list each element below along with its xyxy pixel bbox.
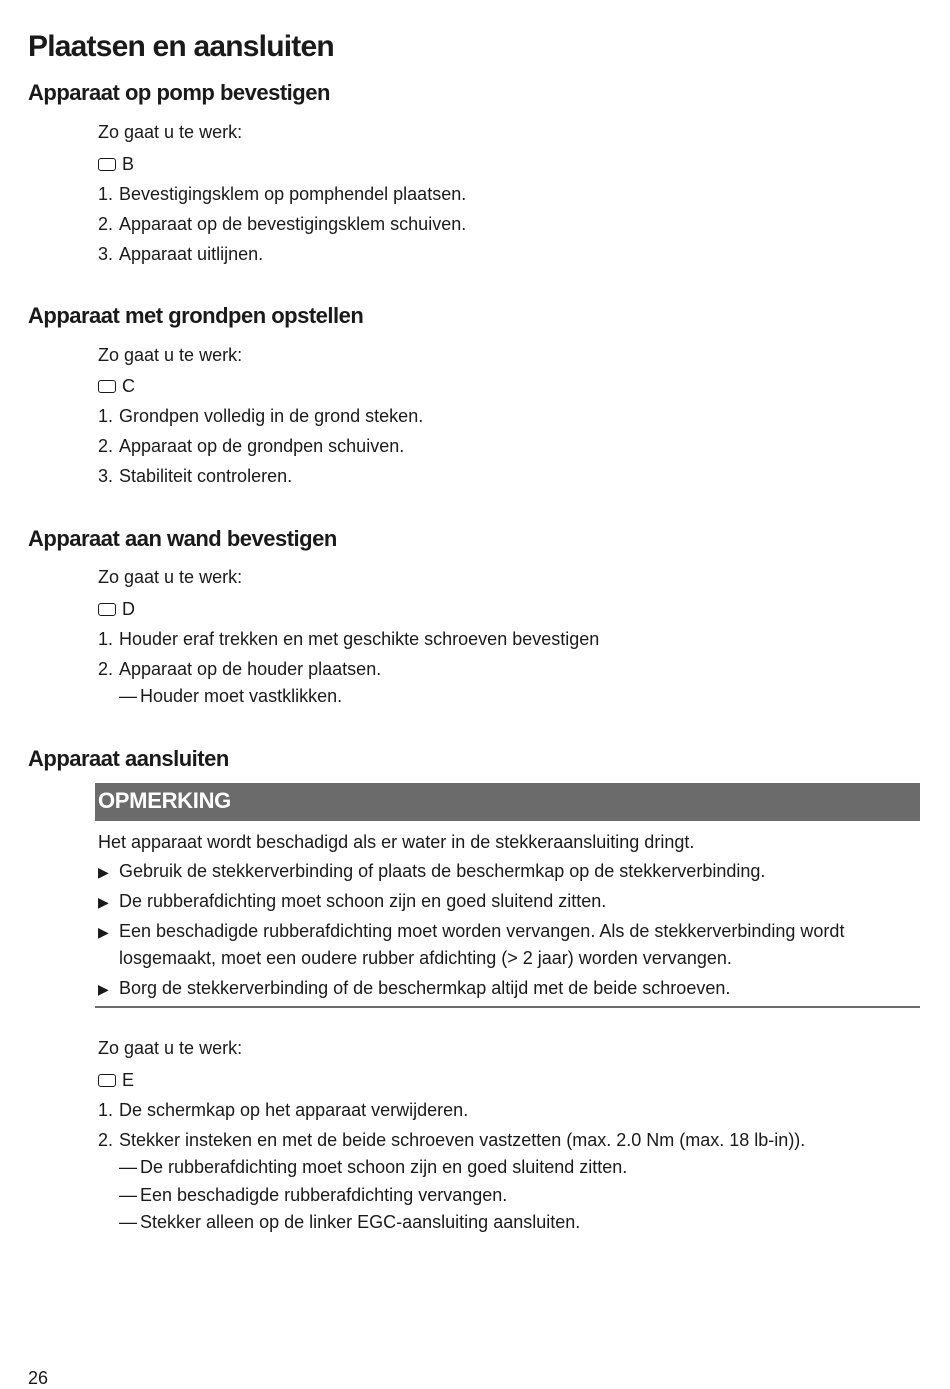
step: 2. Apparaat op de houder plaatsen. [98, 659, 382, 679]
result-item: — Een beschadigde rubberafdichting vervangen. [119, 1185, 508, 1205]
section-heading: Apparaat met grondpen opstellen [28, 303, 364, 328]
section-heading: Apparaat op pomp bevestigen [28, 80, 330, 105]
result-item: — De rubberafdichting moet schoon zijn en goed sluitend zitten. [119, 1157, 628, 1177]
step: 1. De schermkap op het apparaat verwijderen. [98, 1100, 469, 1120]
bullet-icon: ▶ [98, 894, 109, 910]
bullet-icon: ▶ [98, 864, 109, 880]
bullet-icon: ▶ [98, 924, 109, 940]
notice-bullet: ▶ Borg de stekkerverbinding of de beschermkap altijd met de beide schroeven. [98, 976, 730, 1001]
section-heading: Apparaat aan wand bevestigen [28, 526, 337, 551]
section-heading: Apparaat aansluiten [28, 746, 229, 771]
step: 2. Stekker insteken en met de beide schroeven vastzetten (max. 2.0 Nm (max. 18 lb-in)). [98, 1130, 806, 1150]
intro-text: Zo gaat u te werk: [98, 122, 243, 142]
figure-icon [98, 1074, 116, 1087]
notice-bullet: ▶ De rubberafdichting moet schoon zijn en goed sluitend zitten. [98, 889, 606, 914]
notice-bullet: ▶ Gebruik de stekkerverbinding of plaats de beschermkap op de stekkerverbinding. [98, 859, 765, 884]
intro-text: Zo gaat u te werk: [98, 345, 243, 365]
notice-bottom-rule [95, 1006, 920, 1008]
result-item: — Stekker alleen op de linker EGC-aansluiting aansluiten. [119, 1212, 581, 1232]
notice-bullet-continuation: losgemaakt, moet een oudere rubber afdichting (> 2 jaar) worden vervangen. [119, 948, 732, 968]
figure-reference [98, 597, 135, 621]
figure-label: B [122, 154, 135, 174]
page-number: 26 [28, 1368, 49, 1388]
figure-reference [98, 152, 134, 176]
step: 1. Houder eraf trekken en met geschikte schroeven bevestigen [98, 629, 600, 649]
intro-text: Zo gaat u te werk: [98, 1038, 243, 1058]
bullet-icon: ▶ [98, 981, 109, 997]
notice-bullet: ▶ Een beschadigde rubberafdichting moet worden vervangen. Als de stekkerverbinding wordt [98, 919, 844, 944]
figure-icon [98, 603, 116, 616]
notice-text: Het apparaat wordt beschadigd als er water in de stekkeraansluiting dringt. [98, 832, 695, 852]
page-title: Plaatsen en aansluiten [28, 30, 334, 63]
step: 3. Stabiliteit controleren. [98, 466, 293, 486]
figure-reference [98, 374, 135, 398]
figure-icon [98, 158, 116, 171]
result-item: — Houder moet vastklikken. [119, 686, 343, 706]
figure-icon [98, 380, 116, 393]
figure-label: C [122, 376, 135, 396]
step: 2. Apparaat op de bevestigingsklem schuiven. [98, 214, 467, 234]
step: 3. Apparaat uitlijnen. [98, 244, 264, 264]
step: 1. Grondpen volledig in de grond steken. [98, 406, 424, 426]
step: 2. Apparaat op de grondpen schuiven. [98, 436, 405, 456]
figure-label: E [122, 1070, 135, 1090]
step: 1. Bevestigingsklem op pomphendel plaatsen. [98, 184, 467, 204]
figure-label: D [122, 599, 135, 619]
intro-text: Zo gaat u te werk: [98, 567, 243, 587]
notice-title: OPMERKING [98, 788, 231, 813]
figure-reference [98, 1068, 134, 1092]
